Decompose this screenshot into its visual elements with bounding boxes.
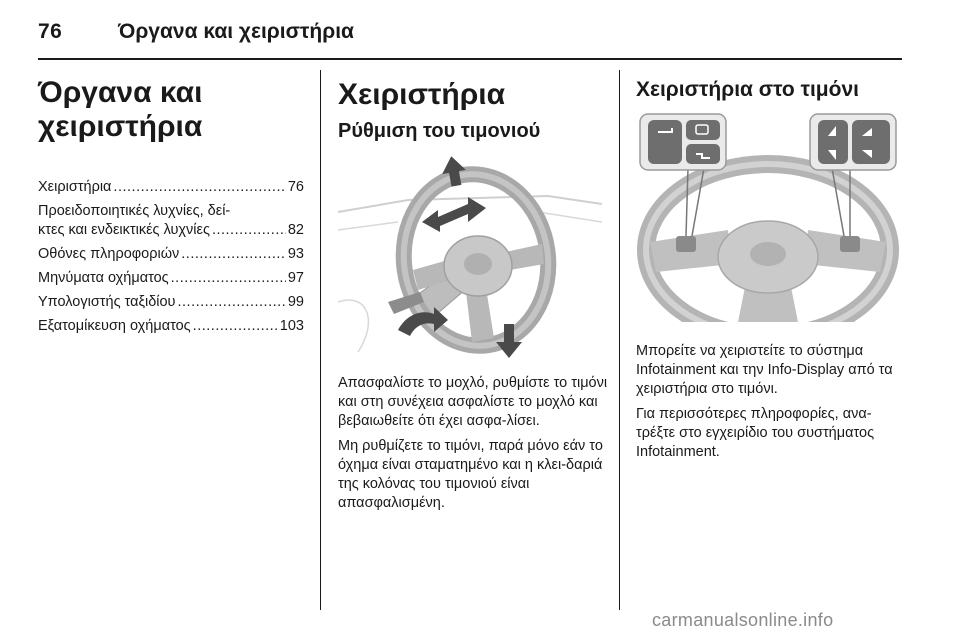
- page-header: [38, 14, 924, 54]
- steering-wheel-controls-text: [636, 342, 904, 468]
- chapter-heading: [38, 76, 308, 144]
- column-divider-1: [320, 70, 321, 610]
- toc-entry[interactable]: [38, 293, 304, 312]
- toc-entry-label: Εξατομίκευση οχήματος: [38, 318, 191, 334]
- toc-entry-label: Μηνύματα οχήματος: [38, 270, 169, 286]
- steering-adjustment-illustration: [338, 152, 602, 364]
- toc-entry-page: 103: [279, 318, 304, 334]
- toc-entry-label: Χειριστήρια: [38, 179, 112, 195]
- toc-entry-label: Προειδοποιητικές λυχνίες, δεί-: [38, 203, 231, 219]
- toc-entry-label: κτες και ενδεικτικές λυχνίες: [38, 222, 210, 238]
- section-heading: Χειριστήρια στο τιμόνι: [636, 78, 859, 101]
- chapter-heading-line-2: χειριστήρια: [38, 110, 203, 143]
- toc-entry-label: Υπολογιστής ταξιδίου: [38, 294, 176, 310]
- toc-entry-page: 97: [287, 270, 304, 286]
- toc-leader: [181, 245, 286, 264]
- column-divider-2: [619, 70, 620, 610]
- toc-entry-page: 99: [287, 294, 304, 310]
- chapter-heading-line-1: Όργανα και: [38, 76, 203, 109]
- toc-entry[interactable]: [38, 269, 304, 288]
- page-number: 76: [38, 20, 63, 43]
- section-subheading: Ρύθμιση του τιμονιού: [338, 120, 541, 142]
- running-title: Όργανα και χειριστήρια: [118, 20, 354, 43]
- toc-entry[interactable]: [38, 202, 304, 240]
- toc-leader: [113, 178, 285, 197]
- toc-leader: [178, 293, 286, 312]
- steering-wheel-controls-illustration: [636, 112, 900, 322]
- toc-entry-page: 82: [287, 222, 304, 238]
- watermark: carmanualsonline.info: [652, 610, 834, 630]
- paragraph: Για περισσότερες πληροφορίες, ανα-τρέξτε στο εγχειρίδιο του συστήματος Infotainment.: [636, 406, 875, 460]
- paragraph: Μη ρυθμίζετε το τιμόνι, παρά μόνο εάν το όχημα είναι σταματημένο και η κλει-δαριά της κολόνας του τιμονιού είναι απασφαλισμένη.: [338, 438, 603, 511]
- toc-entry-page: 93: [287, 246, 304, 262]
- table-of-contents: [38, 178, 304, 341]
- paragraph: Μπορείτε να χειριστείτε το σύστημα Infotainment και την Info-Display από τα χειριστήρια στο τιμόνι.: [636, 343, 893, 397]
- section-heading: Χειριστήρια: [338, 78, 506, 111]
- paragraph: Απασφαλίστε το μοχλό, ρυθμίστε το τιμόνι και στη συνέχεια ασφαλίστε το μοχλό και βεβαιωθείτε ότι έχει ασφα-λίσει.: [338, 375, 608, 429]
- toc-leader: [193, 317, 278, 336]
- toc-leader: [171, 269, 286, 288]
- toc-leader: [212, 221, 286, 240]
- toc-entry-page: 76: [287, 179, 304, 195]
- toc-entry-label: Οθόνες πληροφοριών: [38, 246, 180, 262]
- header-rule: [38, 58, 902, 60]
- toc-entry[interactable]: [38, 317, 304, 336]
- steering-adjustment-text: [338, 374, 608, 519]
- toc-entry[interactable]: [38, 245, 304, 264]
- toc-entry[interactable]: [38, 178, 304, 197]
